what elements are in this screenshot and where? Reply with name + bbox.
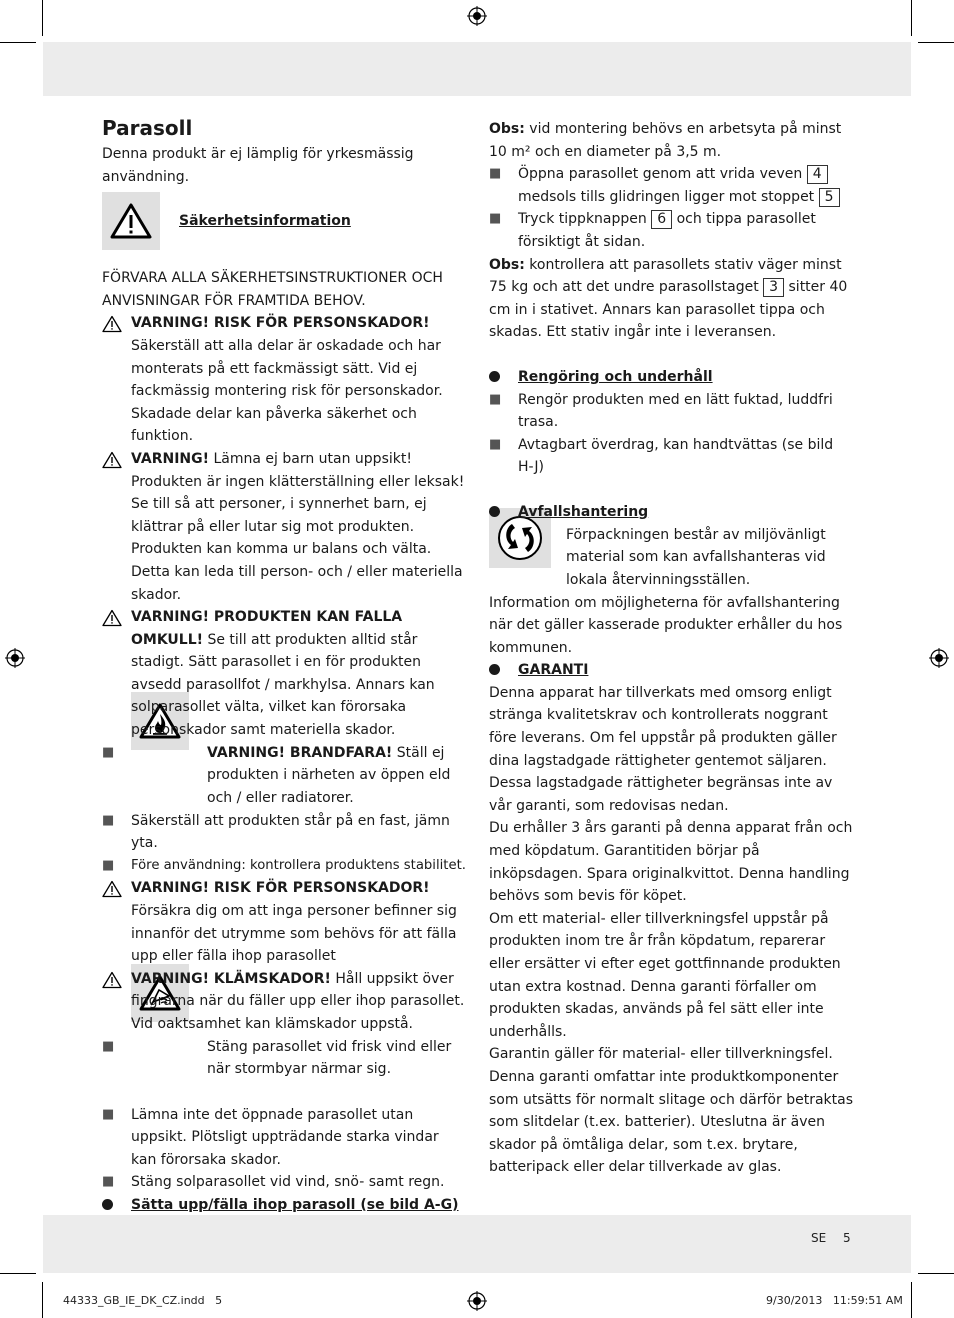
obs-text: sitter 40 cm in i stativet. Annars kan parasollet tippa och skadas. Ett stativ ingår inte i leveransen. bbox=[489, 279, 848, 341]
list-item bbox=[489, 389, 853, 434]
list-item bbox=[489, 208, 853, 253]
obs-label: Obs: bbox=[489, 121, 525, 137]
warranty-paragraph: Garantin gäller för material- eller tillverkningsfel. Denna garanti omfattar inte produktkomponenter som utsätts för normalt slitage och därför betraktas som slitdelar (t.ex. batterier). Uteslutna är även skador på ömtåliga delar, som t.ex. brytare, batteripack eller delar tillverkade av glas. bbox=[489, 1046, 853, 1176]
warning-triangle-icon bbox=[102, 880, 122, 898]
part-number-box: 5 bbox=[819, 188, 840, 207]
warning-triangle-icon bbox=[102, 609, 122, 627]
waste-info-text: Information om möjligheterna för avfallshantering när det gäller kasserade produkter erhåller du hos kommunen. bbox=[489, 594, 843, 656]
section-heading-item bbox=[102, 1194, 466, 1217]
bullet-square-icon: ■ bbox=[102, 857, 115, 873]
part-number-box: 6 bbox=[651, 210, 672, 229]
warning-text: Försäkra dig om att inga personer befinner sig innanför det utrymme som behövs för att fälla upp eller fälla ihop parasollet bbox=[131, 903, 457, 965]
step-text: Tryck tippknappen bbox=[518, 211, 652, 228]
bullet-square-icon: ■ bbox=[102, 1174, 115, 1190]
obs-text: vid montering behövs en arbetsyta på minst 10 m² och en diameter på 3,5 m. bbox=[489, 121, 842, 160]
bullet-dot-icon bbox=[489, 371, 500, 382]
step-text: medsols tills glidringen ligger mot stoppet bbox=[518, 188, 819, 205]
left-column bbox=[102, 115, 466, 1217]
warranty-heading: GARANTI bbox=[518, 662, 589, 679]
waste-packaging-text: Förpackningen består av miljövänligt material som kan avfallshanteras vid lokala återvinningsställen. bbox=[566, 526, 826, 588]
wind-warning-item bbox=[102, 1036, 466, 1104]
warning-label: VARNING! KLÄMSKADOR! bbox=[131, 970, 331, 987]
obs-note bbox=[489, 118, 853, 163]
list-item bbox=[489, 163, 853, 208]
warning-label: VARNING! RISK FÖR PERSONSKADOR! bbox=[131, 880, 430, 897]
bullet-square-icon: ■ bbox=[489, 391, 502, 407]
list-item-text: Säkerställ att produkten står på en fast, jämn yta. bbox=[131, 812, 450, 852]
list-item-text: Rengör produkten med en lätt fuktad, luddfri trasa. bbox=[518, 391, 833, 431]
part-number-box: 4 bbox=[807, 165, 828, 184]
registration-mark-icon bbox=[929, 648, 949, 668]
list-item bbox=[102, 810, 466, 855]
warning-item bbox=[102, 448, 466, 606]
list-item-text: Före användning: kontrollera produktens stabilitet. bbox=[131, 857, 466, 873]
list-item-text: Lämna inte det öppnade parasollet utan uppsikt. Plötsligt uppträdande starka vindar kan förorsaka skador. bbox=[131, 1106, 439, 1168]
section-heading-item bbox=[489, 659, 853, 682]
waste-heading: Avfallshantering bbox=[518, 503, 649, 520]
warning-item bbox=[102, 606, 466, 742]
warning-triangle-icon bbox=[102, 451, 122, 469]
step-text: Öppna parasollet genom att vrida veven bbox=[518, 166, 807, 183]
list-item-text: Avtagbart överdrag, kan handtvättas (se bild H-J) bbox=[518, 436, 834, 476]
bullet-dot-icon bbox=[102, 1199, 113, 1210]
crop-mark bbox=[911, 1282, 912, 1318]
list-item-text: Stäng solparasollet vid vind, snö- samt regn. bbox=[131, 1174, 445, 1191]
fire-warning-item bbox=[102, 742, 466, 810]
page-title: Parasoll bbox=[102, 116, 193, 140]
crop-mark bbox=[911, 0, 912, 36]
bullet-square-icon: ■ bbox=[489, 436, 502, 452]
list-item bbox=[102, 1104, 466, 1172]
bullet-square-icon: ■ bbox=[102, 812, 115, 828]
page-number: 5 bbox=[843, 1231, 851, 1245]
right-column bbox=[489, 118, 853, 1179]
warning-text: Se till att produkten alltid står stadigt. Sätt parasollet i en för produkten avsedd parasollfot / markhylsa. Annars kan solparasollet välta, vilket kan förorsaka personskador samt materiella skador. bbox=[131, 631, 435, 739]
obs-note bbox=[489, 254, 853, 344]
crop-mark bbox=[42, 1282, 43, 1318]
crop-mark bbox=[0, 1273, 36, 1274]
step-text: och tippa parasollet försiktigt åt sidan. bbox=[518, 211, 816, 250]
registration-mark-icon bbox=[467, 1291, 487, 1311]
bullet-square-icon: ■ bbox=[102, 1106, 115, 1122]
header-band bbox=[43, 42, 911, 96]
warning-label: VARNING! bbox=[131, 450, 210, 467]
warning-triangle-icon bbox=[102, 971, 122, 989]
list-item bbox=[102, 855, 466, 878]
warning-text: Lämna ej barn utan uppsikt! Produkten är ingen klätterställning eller leksak! Se till så att personer, i synnerhet barn, ej klättrar på eller lutar sig mot produkten. Produkten kan komma ur balans och välta. Detta kan leda till person- och / eller materiella skador. bbox=[131, 450, 465, 603]
list-item-text: Stäng parasollet vid frisk vind eller när stormbyar närmar sig. bbox=[207, 1038, 452, 1078]
warning-item bbox=[102, 877, 466, 967]
warning-label: VARNING! PRODUKTEN KAN FALLA OMKULL! bbox=[131, 609, 403, 648]
warning-text: Ställ ej produkten i närheten av öppen eld och / eller radiatorer. bbox=[207, 744, 451, 806]
obs-label: Obs: bbox=[489, 256, 525, 273]
list-item bbox=[102, 1171, 466, 1194]
warning-item bbox=[102, 312, 466, 448]
section-heading-item bbox=[489, 501, 853, 524]
warranty-paragraph: Om ett material- eller tillverkningsfel uppstår på produkten inom tre år från köpdatum, reparerar eller ersätter vi efter eget gottfinnande produkten utan extra kostnad. Denna garanti förfaller om produkten skadas, används på fel sätt eller inte underhålls. bbox=[489, 910, 841, 1040]
list-item bbox=[489, 434, 853, 479]
bullet-square-icon: ■ bbox=[102, 744, 115, 760]
warning-text: Säkerställ att alla delar är oskadade och har monterats på ett fackmässigt sätt. Vid ej fackmässig montering risk för personskador. Skadade delar kan påverka säkerhet och funktion. bbox=[131, 337, 443, 445]
bullet-dot-icon bbox=[489, 506, 500, 517]
warning-item bbox=[102, 968, 466, 1036]
bullet-square-icon: ■ bbox=[489, 166, 502, 182]
footer-band bbox=[43, 1215, 911, 1273]
clean-heading: Rengöring och underhåll bbox=[518, 368, 713, 385]
crop-mark bbox=[0, 42, 36, 43]
setup-heading: Sätta upp/fälla ihop parasoll (se bild A-G) bbox=[131, 1196, 459, 1213]
page-language: SE bbox=[811, 1231, 827, 1245]
safety-heading: Säkerhetsinformation bbox=[179, 213, 351, 230]
warning-text: Håll uppsikt över fingrarna när du fäller upp eller ihop parasollet. Vid oaktsamhet kan klämskador uppstå. bbox=[131, 970, 465, 1032]
part-number-box: 3 bbox=[763, 278, 784, 297]
intro-text: Denna produkt är ej lämplig för yrkesmässig användning. bbox=[102, 146, 414, 185]
registration-mark-icon bbox=[5, 648, 25, 668]
print-file-name: 44333_GB_IE_DK_CZ.indd 5 bbox=[63, 1294, 223, 1307]
warning-label: VARNING! BRANDFARA! bbox=[207, 744, 393, 761]
keep-instructions-text: FÖRVARA ALLA SÄKERHETSINSTRUKTIONER OCH ANVISNINGAR FÖR FRAMTIDA BEHOV. bbox=[102, 270, 443, 309]
obs-text: kontrollera att parasollets stativ väger minst 75 kg och att det undre parasollstaget bbox=[489, 256, 842, 296]
crop-mark bbox=[918, 42, 954, 43]
bullet-dot-icon bbox=[489, 664, 500, 675]
warning-label: VARNING! RISK FÖR PERSONSKADOR! bbox=[131, 315, 430, 332]
warning-triangle-icon bbox=[102, 315, 122, 333]
bullet-square-icon: ■ bbox=[102, 1038, 115, 1054]
warranty-paragraph: Du erhåller 3 års garanti på denna apparat från och med köpdatum. Garantitiden börjar på inköpsdagen. Spara originalkvittot. Denna handling behövs som bevis för köpet. bbox=[489, 820, 853, 905]
section-heading-item bbox=[489, 366, 853, 389]
print-timestamp: 9/30/2013 11:59:51 AM bbox=[766, 1294, 903, 1307]
warranty-paragraph: Denna apparat har tillverkats med omsorg enligt stränga kvalitetskrav och kontrollerats noggrant före leverans. Om fel uppstår på produkten gäller dina lagstadgade rättigheter gentemot säljaren. Dessa lagstadgade rättigheter begränsas inte av vår garanti, som redovisas nedan. bbox=[489, 684, 837, 814]
registration-mark-icon bbox=[467, 6, 487, 26]
crop-mark bbox=[42, 0, 43, 36]
crop-mark bbox=[918, 1273, 954, 1274]
bullet-square-icon: ■ bbox=[489, 211, 502, 227]
